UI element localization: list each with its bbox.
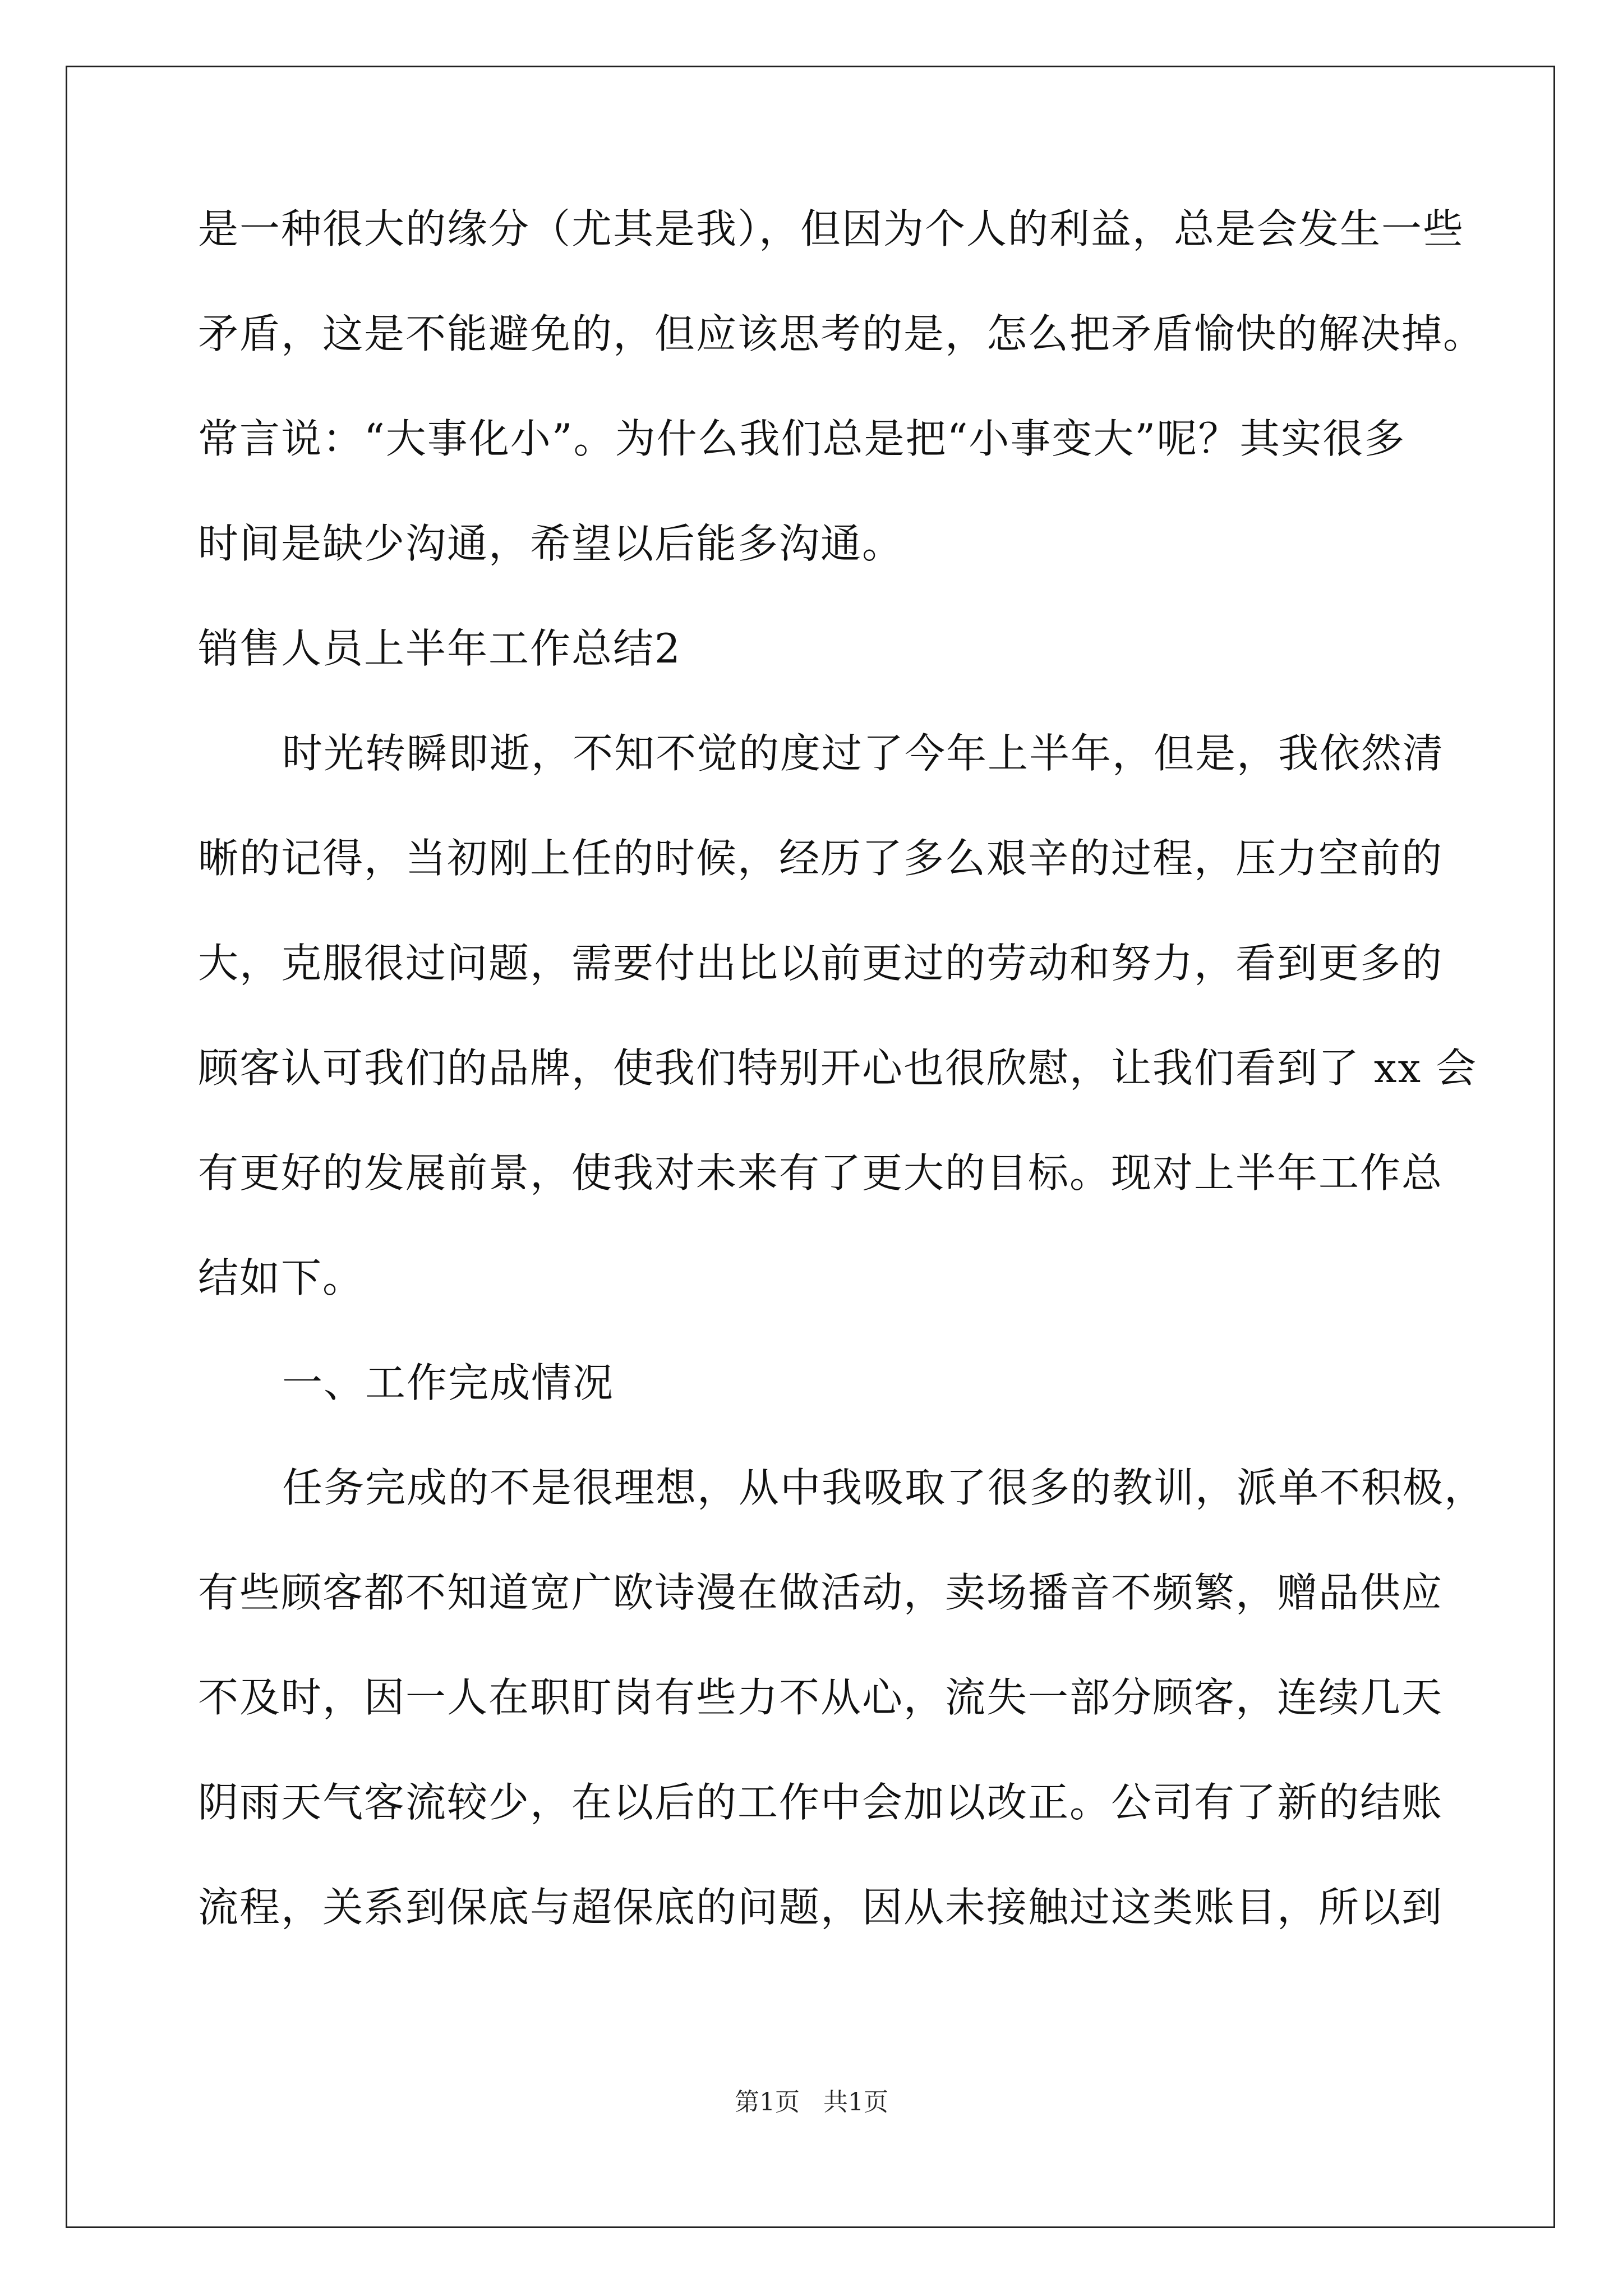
subheading: 一、工作完成情况 <box>282 1359 615 1406</box>
body-line-7: 晰的记得，当初刚上任的时候，经历了多么艰辛的过程，压力空前的 <box>198 835 1444 882</box>
page-number-total: 共1页 <box>823 2088 888 2116</box>
body-line-9: 顾客认可我们的品牌，使我们特别开心也很欣慰，让我们看到了 xx 会 <box>198 1045 1477 1092</box>
page-footer <box>0 2086 1623 2119</box>
body-line-11: 结如下。 <box>198 1254 365 1301</box>
body-line-8: 大，克服很过问题，需要付出比以前更过的劳动和努力，看到更多的 <box>198 940 1444 987</box>
body-line-17: 流程，关系到保底与超保底的问题，因从未接触过这类账目，所以到 <box>198 1884 1444 1931</box>
section-heading: 销售人员上半年工作总结2 <box>198 625 681 672</box>
body-line-2: 矛盾，这是不能避免的，但应该思考的是，怎么把矛盾愉快的解决掉。 <box>198 310 1485 357</box>
body-line-1: 是一种很大的缘分（尤其是我），但因为个人的利益，总是会发生一些 <box>198 205 1465 252</box>
body-line-6: 时光转瞬即逝，不知不觉的度过了今年上半年，但是，我依然清 <box>282 730 1445 777</box>
page-number-current: 第1页 <box>735 2088 800 2116</box>
body-line-3: 常言说：“大事化小”。为什么我们总是把“小事变大”呢？其实很多 <box>198 415 1406 462</box>
body-line-14: 有些顾客都不知道宽广欧诗漫在做活动，卖场播音不频繁，赠品供应 <box>198 1569 1444 1616</box>
body-line-10: 有更好的发展前景，使我对未来有了更大的目标。现对上半年工作总 <box>198 1149 1444 1197</box>
body-line-13: 任务完成的不是很理想，从中我吸取了很多的教训，派单不积极， <box>282 1464 1486 1511</box>
body-line-4: 时间是缺少沟通，希望以后能多沟通。 <box>198 520 904 567</box>
body-line-16: 阴雨天气客流较少，在以后的工作中会加以改正。公司有了新的结账 <box>198 1779 1444 1826</box>
body-line-15: 不及时，因一人在职盯岗有些力不从心，流失一部分顾客，连续几天 <box>198 1674 1444 1721</box>
